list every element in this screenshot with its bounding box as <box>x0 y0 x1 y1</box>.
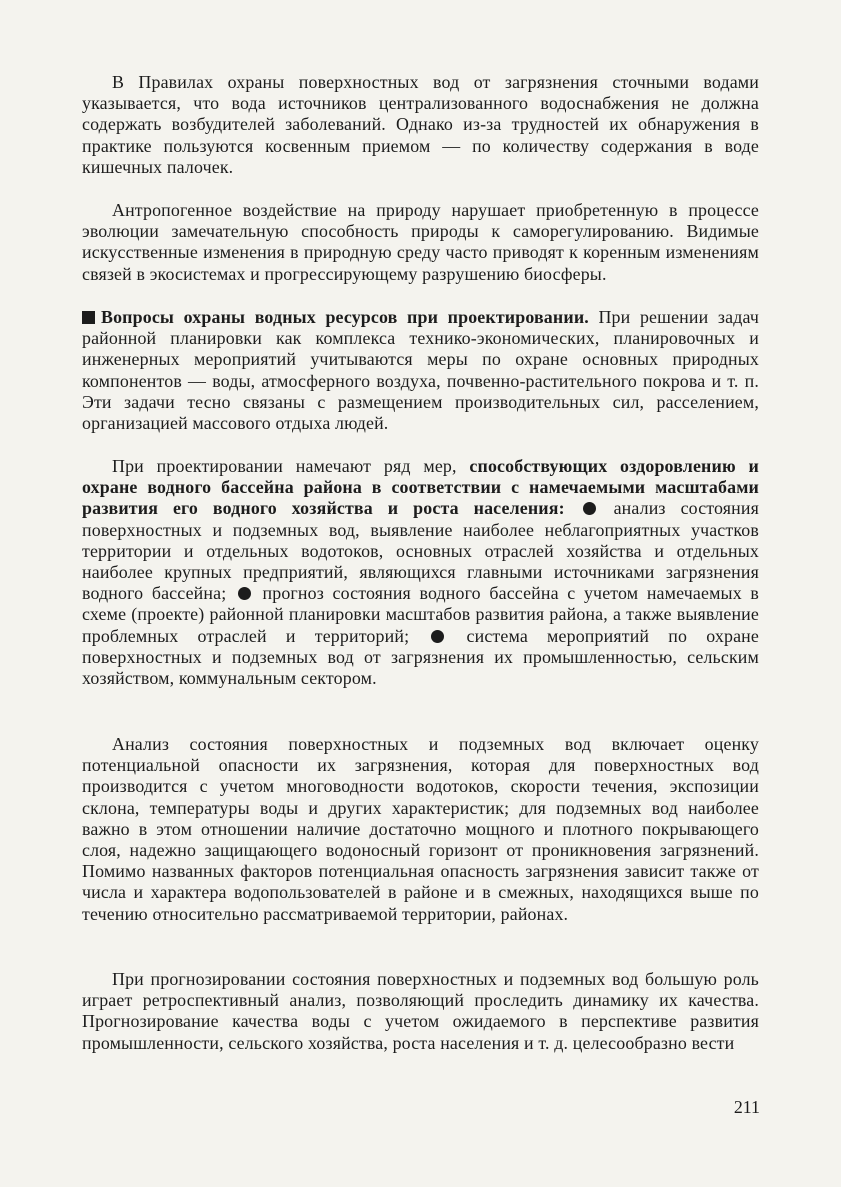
bullet-icon <box>238 587 251 600</box>
section-body-text: При решении задач районной планировки как комплекса технико-экономических, планировочных и инженерных мероприятий учитываются меры по охране основных природных компонентов — воды, атмосферного воздуха, почвенно-растительного покрова и т. п. Эти задачи тесно связаны с размещением производительных сил, расселением, организацией массового отдыха людей. <box>82 307 760 434</box>
measure-item-analysis: анализ состояния поверхностных и подземных вод, выявление наиболее неблагоприятных участков территории и отдельных водотоков, основных отраслей хозяйства и отдельных наиболее крупных предприятий, являющихся главными источниками загрязнения водного бассейна; <box>82 498 759 604</box>
measures-lead-text: При проектировании намечают ряд мер, <box>112 456 470 476</box>
section-heading: Вопросы охраны водных ресурсов при проектировании. <box>101 307 589 327</box>
measures-bold-text: способствующих оздоровлению и охране водного бассейна района в соответствии с намечаемыми масштабами развития его водного хозяйства и роста населения: <box>82 456 759 519</box>
measure-item-system: система мероприятий по охране поверхностных и подземных вод от загрязнения их промышленностью, сельским хозяйством, коммунальным сектором. <box>82 625 759 689</box>
page-number: 211 <box>733 1097 760 1117</box>
paragraph-planning-measures <box>82 456 759 733</box>
section-marker-icon <box>82 311 95 324</box>
paragraph-forecasting: При прогнозировании состояния поверхностных и подземных вод большую роль играет ретроспективный анализ, позволяющий проследить динамику их качества. Прогнозирование качества воды с учетом ожидаемого в перспективе развития промышленности, сельского хозяйства, роста населения и т. д. целесообразно вести <box>82 969 759 1053</box>
paragraph-surface-water-rules: В Правилах охраны поверхностных вод от загрязнения сточными водами указывается, что вода источников централизованного водоснабжения не должна содержать возбудителей заболеваний. Однако из-за трудностей их обнаружения в практике пользуются косвенным приемом — по количеству содержания в воде кишечных палочек. <box>82 72 759 177</box>
bullet-icon <box>431 630 444 643</box>
paragraph-water-protection-planning <box>82 307 759 455</box>
bullet-icon <box>583 502 596 515</box>
measure-item-forecast: прогноз состояния водного бассейна с учетом намечаемых в схеме (проекте) районной планировки масштабов развития района, а также выявление проблемных отраслей и территорий; <box>82 583 759 646</box>
paragraph-pollution-analysis: Анализ состояния поверхностных и подземных вод включает оценку потенциальной опасности их загрязнения, которая для поверхностных вод производится с учетом многоводности водотоков, скорости течения, экспозиции склона, температуры воды и других характеристик; для подземных вод наиболее важно в этом отношении наличие достаточно мощного и плотного покрывающего слоя, надежно защищающего водоносный горизонт от проникновения загрязнений. Помимо названных факторов потенциальная опасность загрязнения зависит также от числа и характера водопользователей в районе и в смежных, находящихся выше по течению относительно рассматриваемой территории, районах. <box>82 734 759 924</box>
paragraph-anthropogenic-impact: Антропогенное воздействие на природу нарушает приобретенную в процессе эволюции замечательную способность природы к саморегулированию. Видимые искусственные изменения в природную среду часто приводят к коренным изменениям связей в экосистемах и прогрессирующему разрушению биосферы. <box>82 200 759 284</box>
